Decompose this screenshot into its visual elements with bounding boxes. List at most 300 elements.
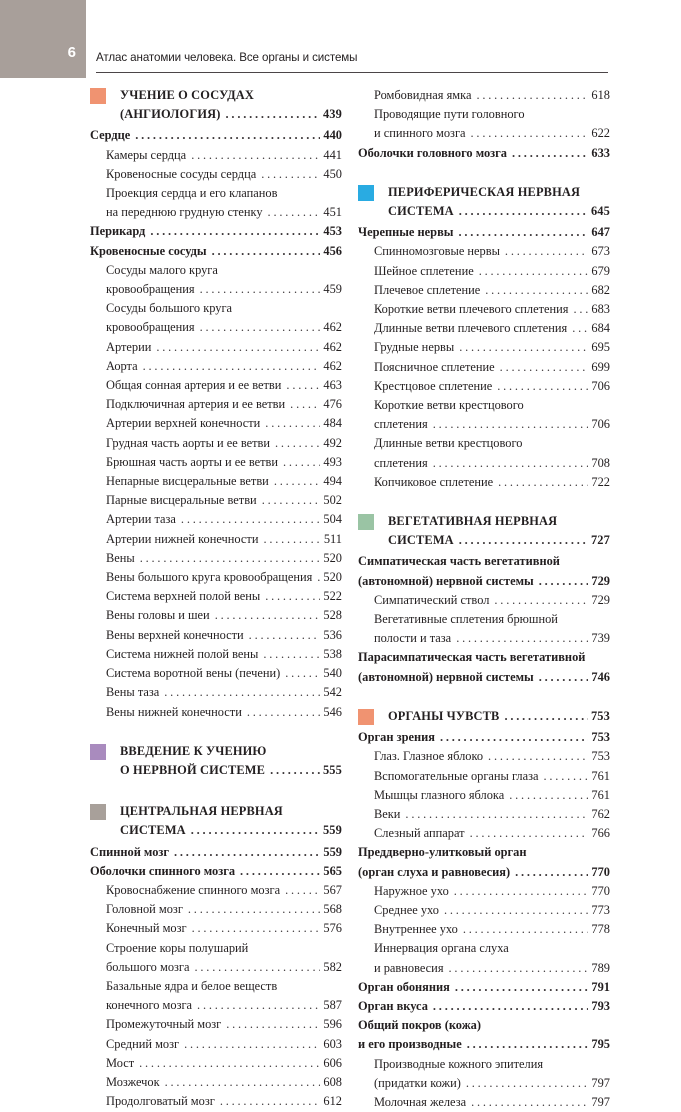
toc-entry[interactable] [90, 414, 342, 433]
toc-entry-label: (автономной) нервной системы [358, 573, 534, 588]
toc-column-right [358, 86, 610, 1112]
toc-entry[interactable] [358, 1016, 610, 1035]
toc-entry-page-number: 456 [323, 243, 342, 258]
toc-column-left [90, 86, 342, 1111]
toc-entry-label: Артерии верхней конечности [106, 416, 261, 431]
toc-entry-label: Слезный аппарат [374, 826, 465, 841]
toc-entry[interactable] [358, 882, 610, 901]
toc-entry-page-number: 538 [323, 646, 342, 661]
toc-leader-dots [263, 530, 320, 549]
toc-leader-dots [573, 300, 588, 319]
toc-entry-page-number: 546 [323, 704, 342, 719]
toc-entry[interactable] [90, 357, 342, 376]
toc-entry[interactable] [90, 530, 342, 549]
toc-entry-label: Брюшная часть аорты и ее ветви [106, 454, 278, 469]
toc-entry-label: Орган вкуса [358, 998, 428, 1013]
toc-section-heading-периферическая-нервная[interactable] [358, 183, 610, 221]
toc-section-page-number: 439 [322, 107, 342, 122]
toc-leader-dots [240, 862, 320, 881]
toc-entry-label: Орган зрения [358, 730, 435, 745]
toc-entry-page-number: 559 [323, 844, 342, 859]
toc-entry-label: Спинномозговые нервы [374, 244, 500, 259]
toc-entry[interactable] [358, 1035, 610, 1054]
toc-entry[interactable] [90, 977, 342, 996]
toc-entry[interactable] [90, 472, 342, 491]
toc-entry-label: и спинного мозга [374, 126, 466, 141]
toc-leader-dots [433, 415, 589, 434]
toc-entry[interactable] [90, 664, 342, 683]
toc-leader-dots [220, 1092, 321, 1111]
toc-section-heading-органы-чувств[interactable] [358, 707, 610, 726]
toc-leader-dots [471, 1093, 588, 1112]
toc-leader-dots [262, 491, 321, 510]
toc-entry-label: Глаз. Глазное яблоко [374, 749, 484, 764]
toc-entry-label: Симпатический ствол [374, 592, 490, 607]
toc-leader-dots [249, 626, 321, 645]
toc-leader-dots [433, 454, 589, 473]
toc-leader-dots [188, 900, 321, 919]
toc-entry[interactable] [90, 939, 342, 958]
toc-leader-dots [274, 472, 321, 491]
toc-entry-page-number: 708 [591, 455, 610, 470]
toc-leader-dots [459, 338, 588, 357]
toc-leader-dots [200, 318, 321, 337]
toc-entry-label: Вегетативные сплетения брюшной [374, 612, 558, 627]
toc-entry[interactable] [90, 261, 342, 280]
toc-entry[interactable] [358, 105, 610, 124]
toc-entry-page-number: 797 [591, 1075, 610, 1090]
toc-entry[interactable] [90, 568, 342, 587]
toc-entry-page-number: 587 [323, 998, 342, 1013]
toc-entry[interactable] [90, 843, 342, 862]
toc-leader-dots [488, 747, 588, 766]
toc-entry-page-number: 684 [591, 321, 610, 336]
toc-entry[interactable] [358, 959, 610, 978]
section-color-swatch-icon [358, 514, 374, 530]
toc-entry-page-number: 440 [323, 128, 342, 143]
toc-entry[interactable] [358, 978, 610, 997]
toc-section-title-line: ЦЕНТРАЛЬНАЯ НЕРВНАЯ [120, 804, 283, 819]
toc-section-title-line: О НЕРВНОЙ СИСТЕМЕ [120, 762, 266, 777]
toc-entry[interactable] [90, 683, 342, 702]
toc-entry-page-number: 622 [591, 126, 610, 141]
toc-entry[interactable] [90, 703, 342, 722]
toc-leader-dots [454, 882, 589, 901]
toc-entry-label: Длинные ветви крестцового [374, 436, 523, 451]
toc-entry-label: Грудные нервы [374, 340, 455, 355]
toc-entry[interactable] [90, 549, 342, 568]
toc-entry-page-number: 542 [323, 685, 342, 700]
toc-entry[interactable] [358, 629, 610, 648]
toc-leader-dots [135, 126, 320, 145]
toc-entry-label: Производные кожного эпителия [374, 1056, 544, 1071]
toc-entry[interactable] [358, 319, 610, 338]
toc-leader-dots [455, 978, 589, 997]
toc-section-title-line: ВВЕДЕНИЕ К УЧЕНИЮ [120, 743, 267, 758]
toc-entry[interactable] [358, 281, 610, 300]
toc-entry-label: Копчиковое сплетение [374, 474, 494, 489]
toc-entry[interactable] [358, 223, 610, 242]
toc-leader-dots [444, 901, 588, 920]
toc-entry-label: на переднюю грудную стенку [106, 205, 263, 220]
toc-leader-dots [268, 203, 321, 222]
toc-entry-label: Проводящие пути головного [374, 107, 525, 122]
toc-entry[interactable] [358, 747, 610, 766]
toc-entry-label: Продолговатый мозг [106, 1094, 215, 1109]
toc-entry-page-number: 606 [323, 1055, 342, 1070]
toc-leader-dots [165, 1073, 321, 1092]
toc-entry-label: Вены таза [106, 685, 160, 700]
toc-leader-dots [197, 996, 320, 1015]
toc-leader-dots [150, 222, 320, 241]
toc-entry[interactable] [358, 552, 610, 571]
toc-leader-dots [191, 821, 320, 840]
toc-entry-page-number: 451 [323, 205, 342, 220]
toc-entry[interactable] [358, 242, 610, 261]
toc-leader-dots [497, 377, 588, 396]
toc-entry-page-number: 773 [591, 902, 610, 917]
toc-entry-label: Грудная часть аорты и ее ветви [106, 435, 271, 450]
toc-entry-page-number: 770 [591, 883, 610, 898]
toc-entry-label: Спинной мозг [90, 844, 170, 859]
toc-entry-page-number: 453 [323, 224, 342, 239]
page-number: 6 [67, 44, 76, 61]
toc-entry[interactable] [90, 299, 342, 318]
toc-entry[interactable] [90, 395, 342, 414]
toc-leader-dots [140, 549, 321, 568]
toc-entry-label: Мышцы глазного яблока [374, 787, 505, 802]
toc-section-heading-вегетативная-нервная[interactable] [358, 512, 610, 550]
toc-entry-label: и равновесия [374, 960, 444, 975]
toc-leader-dots [184, 1035, 320, 1054]
toc-entry[interactable] [90, 1073, 342, 1092]
toc-entry-page-number: 462 [323, 339, 342, 354]
toc-entry-label: Базальные ядра и белое веществ [106, 978, 278, 993]
toc-entry[interactable] [358, 300, 610, 319]
toc-leader-dots [544, 767, 589, 786]
toc-entry-label: кровообращения [106, 320, 195, 335]
toc-entry[interactable] [358, 668, 610, 687]
toc-entry[interactable] [90, 900, 342, 919]
toc-entry[interactable] [358, 572, 610, 591]
toc-entry-label: Подключичная артерия и ее ветви [106, 397, 286, 412]
toc-entry[interactable] [358, 920, 610, 939]
toc-entry-label: Молочная железа [374, 1094, 467, 1109]
toc-section-page-number: 727 [590, 533, 610, 548]
toc-leader-dots [317, 568, 320, 587]
toc-entry[interactable] [358, 338, 610, 357]
vertical-spacer [358, 687, 610, 707]
toc-entry-page-number: 778 [591, 922, 610, 937]
toc-leader-dots [471, 124, 589, 143]
toc-entry-page-number: 476 [323, 397, 342, 412]
toc-entry-label: Аорта [106, 358, 138, 373]
toc-leader-dots [440, 728, 588, 747]
toc-entry-page-number: 511 [323, 531, 342, 546]
toc-entry[interactable] [358, 767, 610, 786]
toc-entry-page-number: 729 [591, 592, 610, 607]
toc-leader-dots [181, 510, 320, 529]
toc-entry[interactable] [90, 606, 342, 625]
toc-entry[interactable] [90, 318, 342, 337]
toc-entry[interactable] [90, 958, 342, 977]
toc-entry[interactable] [358, 473, 610, 492]
toc-entry-page-number: 463 [323, 378, 342, 393]
toc-entry-label: Артерии нижней конечности [106, 531, 259, 546]
toc-entry[interactable] [90, 376, 342, 395]
toc-entry[interactable] [358, 396, 610, 415]
toc-entry[interactable] [90, 919, 342, 938]
toc-entry[interactable] [90, 146, 342, 165]
toc-entry[interactable] [358, 415, 610, 434]
toc-leader-dots [191, 146, 320, 165]
toc-entry-page-number: 603 [323, 1036, 342, 1051]
toc-entry[interactable] [90, 338, 342, 357]
toc-entry-label: Вспомогательные органы глаза [374, 768, 539, 783]
toc-entry[interactable] [358, 824, 610, 843]
section-color-swatch-icon [90, 744, 106, 760]
toc-entry-label: Вены [106, 550, 135, 565]
toc-entry-label: Иннервация органа слуха [374, 941, 509, 956]
toc-entry[interactable] [358, 648, 610, 667]
toc-entry[interactable] [358, 434, 610, 453]
toc-section-page-number: 559 [322, 823, 342, 838]
toc-leader-dots [505, 242, 588, 261]
toc-entry-label: Шейное сплетение [374, 263, 474, 278]
toc-leader-dots [143, 357, 321, 376]
toc-entry-page-number: 722 [591, 474, 610, 489]
toc-entry-page-number: 682 [591, 282, 610, 297]
toc-leader-dots [459, 531, 588, 550]
toc-entry[interactable] [358, 863, 610, 882]
toc-entry-page-number: 766 [591, 826, 610, 841]
toc-entry-label: сплетения [374, 417, 428, 432]
toc-entry[interactable] [90, 626, 342, 645]
toc-entry-page-number: 565 [323, 863, 342, 878]
toc-leader-dots [270, 761, 320, 780]
toc-section-page-number: 753 [590, 708, 610, 723]
toc-entry-label: кровообращения [106, 282, 195, 297]
toc-entry-label: Непарные висцеральные ветви [106, 474, 269, 489]
toc-entry[interactable] [358, 610, 610, 629]
header-rule-divider [96, 72, 608, 73]
toc-section-title-line: СИСТЕМА [388, 533, 454, 548]
toc-entry-label: Оболочки спинного мозга [90, 863, 236, 878]
toc-entry-label: (автономной) нервной системы [358, 669, 534, 684]
toc-leader-dots [572, 319, 588, 338]
toc-entry-page-number: 789 [591, 960, 610, 975]
toc-leader-dots [500, 358, 589, 377]
toc-entry-page-number: 484 [323, 416, 342, 431]
toc-entry-label: Вены головы и шеи [106, 608, 210, 623]
toc-entry[interactable] [358, 1074, 610, 1093]
toc-entry[interactable] [358, 1093, 610, 1112]
toc-entry-label: Плечевое сплетение [374, 282, 481, 297]
toc-entry[interactable] [358, 144, 610, 163]
toc-leader-dots [539, 668, 589, 687]
toc-entry[interactable] [90, 1092, 342, 1111]
toc-entry-label: Артерии [106, 339, 152, 354]
toc-leader-dots [494, 591, 588, 610]
toc-leader-dots [192, 919, 321, 938]
toc-leader-dots [139, 1054, 320, 1073]
toc-entry-label: Общий покров (кожа) [358, 1018, 482, 1033]
toc-entry-page-number: 502 [323, 493, 342, 508]
toc-entry-page-number: 699 [591, 359, 610, 374]
toc-entry-page-number: 522 [323, 589, 342, 604]
toc-section-page-number: 645 [590, 204, 610, 219]
toc-entry[interactable] [358, 86, 610, 105]
toc-entry-label: Артерии таза [106, 512, 176, 527]
toc-leader-dots [405, 805, 588, 824]
toc-entry[interactable] [90, 126, 342, 145]
toc-entry[interactable] [358, 124, 610, 143]
toc-entry-page-number: 753 [591, 730, 610, 745]
toc-section-heading-центральная-нервная[interactable] [90, 802, 342, 840]
toc-entry-page-number: 647 [591, 225, 610, 240]
toc-entry[interactable] [90, 165, 342, 184]
toc-entry-page-number: 540 [323, 666, 342, 681]
vertical-spacer [90, 782, 342, 802]
toc-entry-label: полости и таза [374, 631, 452, 646]
toc-entry[interactable] [358, 843, 610, 862]
toc-entry-page-number: 450 [323, 166, 342, 181]
toc-entry[interactable] [90, 1015, 342, 1034]
toc-entry[interactable] [90, 510, 342, 529]
toc-entry[interactable] [358, 939, 610, 958]
toc-entry[interactable] [90, 881, 342, 900]
toc-leader-dots [463, 920, 589, 939]
running-head-title: Атлас анатомии человека. Все органы и системы [96, 51, 358, 64]
toc-entry[interactable] [90, 434, 342, 453]
toc-entry-page-number: 753 [591, 749, 610, 764]
vertical-spacer [358, 163, 610, 183]
toc-entry[interactable] [90, 491, 342, 510]
toc-entry-label: Промежуточный мозг [106, 1017, 222, 1032]
page-number-block [0, 0, 86, 78]
toc-entry-label: Кровеносные сосуды сердца [106, 166, 257, 181]
toc-entry-label: Мозжечок [106, 1074, 160, 1089]
toc-entry-page-number: 576 [323, 921, 342, 936]
toc-entry-label: Веки [374, 806, 401, 821]
toc-entry-label: Проекция сердца и его клапанов [106, 186, 278, 201]
toc-entry[interactable] [358, 901, 610, 920]
toc-entry[interactable] [358, 805, 610, 824]
toc-entry-label: Орган обоняния [358, 979, 450, 994]
toc-entry-page-number: 462 [323, 358, 342, 373]
toc-entry[interactable] [358, 262, 610, 281]
toc-entry-label: сплетения [374, 455, 428, 470]
toc-entry-page-number: 504 [323, 512, 342, 527]
toc-leader-dots [247, 703, 321, 722]
toc-entry[interactable] [90, 996, 342, 1015]
toc-entry-page-number: 729 [591, 573, 610, 588]
toc-section-heading-введение-к-учению[interactable] [90, 742, 342, 780]
toc-entry[interactable] [90, 184, 342, 203]
toc-entry-label: Перикард [90, 224, 146, 239]
toc-entry-label: Система воротной вены (печени) [106, 666, 281, 681]
toc-leader-dots [285, 881, 320, 900]
section-color-swatch-icon [90, 804, 106, 820]
toc-entry[interactable] [90, 587, 342, 606]
toc-entry-label: Кровеносные сосуды [90, 243, 207, 258]
toc-entry-label: Камеры сердца [106, 147, 187, 162]
toc-entry-page-number: 746 [591, 669, 610, 684]
toc-entry[interactable] [90, 453, 342, 472]
toc-leader-dots [212, 242, 321, 261]
toc-leader-dots [290, 395, 320, 414]
toc-leader-dots [467, 1035, 589, 1054]
toc-entry-label: Короткие ветви крестцового [374, 398, 524, 413]
toc-entry-page-number: 683 [591, 302, 610, 317]
toc-entry-label: Сосуды большого круга [106, 301, 233, 316]
toc-entry[interactable] [358, 786, 610, 805]
toc-entry[interactable] [90, 862, 342, 881]
toc-leader-dots [476, 86, 588, 105]
toc-section-title-line: (АНГИОЛОГИЯ) [120, 107, 221, 122]
toc-leader-dots [215, 606, 321, 625]
toc-entry-label: Крестцовое сплетение [374, 378, 493, 393]
toc-section-title-line: ПЕРИФЕРИЧЕСКАЯ НЕРВНАЯ [388, 184, 581, 199]
toc-section-heading-учение-о-сосудах[interactable] [90, 86, 342, 124]
toc-entry-page-number: 494 [323, 474, 342, 489]
toc-section-title-line: ОРГАНЫ ЧУВСТВ [388, 708, 500, 723]
toc-entry-page-number: 462 [323, 320, 342, 335]
toc-entry-page-number: 618 [591, 88, 610, 102]
toc-section-title-line: СИСТЕМА [388, 204, 454, 219]
toc-entry-page-number: 493 [323, 454, 342, 469]
toc-entry[interactable] [358, 454, 610, 473]
toc-entry[interactable] [358, 1055, 610, 1074]
toc-entry-label: Общая сонная артерия и ее ветви [106, 378, 282, 393]
toc-entry[interactable] [358, 591, 610, 610]
toc-entry[interactable] [90, 242, 342, 261]
toc-entry-label: Мост [106, 1055, 135, 1070]
vertical-spacer [90, 722, 342, 742]
toc-leader-dots [226, 105, 320, 124]
toc-leader-dots [156, 338, 320, 357]
toc-entry-page-number: 762 [591, 806, 610, 821]
toc-entry-page-number: 797 [591, 1094, 610, 1109]
toc-entry-page-number: 673 [591, 244, 610, 259]
toc-entry-page-number: 441 [323, 147, 342, 162]
toc-leader-dots [265, 587, 320, 606]
toc-leader-dots [226, 1015, 320, 1034]
toc-entry-page-number: 520 [323, 550, 342, 565]
toc-entry[interactable] [90, 1035, 342, 1054]
toc-leader-dots [265, 414, 320, 433]
toc-entry-page-number: 567 [323, 882, 342, 897]
toc-entry-label: большого мозга [106, 959, 190, 974]
toc-entry[interactable] [90, 1054, 342, 1073]
vertical-spacer [358, 492, 610, 512]
toc-section-title-line: СИСТЕМА [120, 823, 186, 838]
toc-entry-page-number: 492 [323, 435, 342, 450]
toc-entry[interactable] [358, 377, 610, 396]
toc-entry-page-number: 793 [591, 998, 610, 1013]
toc-entry[interactable] [90, 203, 342, 222]
toc-entry[interactable] [358, 728, 610, 747]
toc-entry-label: Кровоснабжение спинного мозга [106, 882, 281, 897]
toc-entry[interactable] [90, 280, 342, 299]
toc-entry[interactable] [90, 222, 342, 241]
toc-entry[interactable] [90, 645, 342, 664]
toc-entry-label: Короткие ветви плечевого сплетения [374, 302, 569, 317]
toc-entry-page-number: 795 [591, 1037, 610, 1052]
toc-leader-dots [470, 824, 589, 843]
toc-entry[interactable] [358, 358, 610, 377]
toc-entry-label: Среднее ухо [374, 902, 439, 917]
